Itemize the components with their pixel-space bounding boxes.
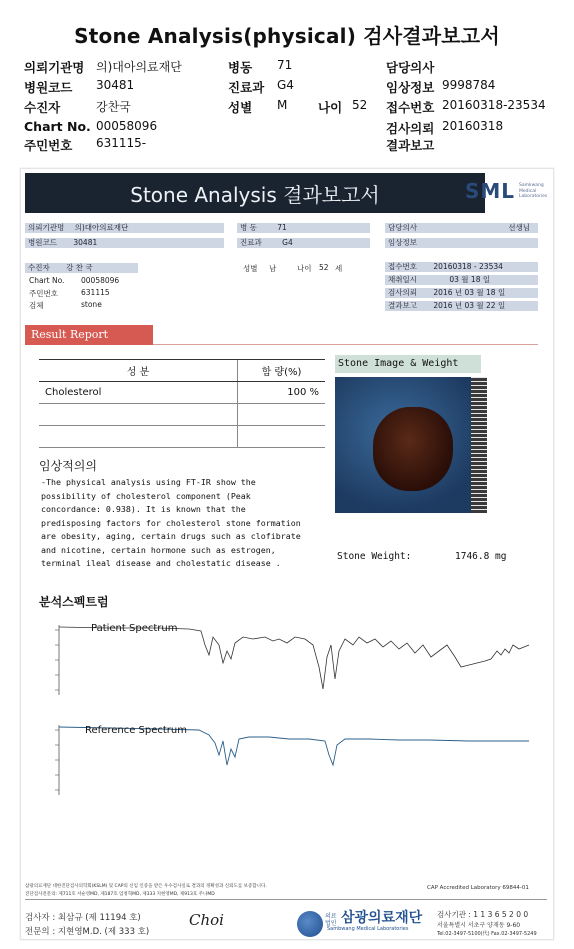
institution-number: 검사기관 : 1 1 3 6 5 2 0 0 <box>437 910 529 919</box>
header-label: 성별 <box>228 100 253 115</box>
table-row <box>39 426 325 448</box>
ward-label: 병 동 <box>240 223 257 232</box>
code-label: 병원코드 <box>28 238 57 247</box>
reference-spectrum-label: Reference Spectrum <box>85 725 187 736</box>
cap-accreditation: CAP Accredited Laboratory 69844-01 <box>427 885 529 891</box>
header-label: 진료과 <box>228 80 265 95</box>
inst-label-cell <box>25 223 224 233</box>
request-cell <box>385 288 538 298</box>
patient-label: 수진자 <box>28 263 50 272</box>
header-value: 30481 <box>96 78 135 92</box>
org-contact: Tel.02-3497-5100(代) Fax.02-3497-5249 <box>437 931 537 937</box>
header-value: G4 <box>277 78 294 92</box>
col-component: 성 분 <box>39 360 238 382</box>
inst-label: 의뢰기관명 <box>28 223 65 232</box>
rrn-value: 631115 <box>81 288 110 297</box>
receipt-label: 접수번호 <box>388 262 417 271</box>
page-title: Stone Analysis(physical) 검사결과보고서 <box>74 24 500 48</box>
patient-spectrum-line <box>59 627 529 689</box>
sml-logo-sub: Samkwang Medical Laboratories <box>519 183 548 199</box>
org-logo-icon <box>297 911 323 937</box>
content-cell: 100 % <box>238 382 326 404</box>
report-title: Stone Analysis 결과보고서 <box>130 183 380 207</box>
interp-line: possibility of cholesterol component (Peak <box>41 490 251 501</box>
header-value: 의)대아의료재단 <box>96 60 182 74</box>
doctor-label: 담당의사 <box>388 223 417 232</box>
age-label: 나이 <box>297 264 312 273</box>
header-label: 접수번호 <box>386 100 435 115</box>
sex-label: 성별 <box>243 264 258 273</box>
header-label: 담당의사 <box>386 60 435 75</box>
header-label: 결과보고 <box>386 138 435 153</box>
specialist: 전문의 : 지현영M.D. (제 333 호) <box>25 927 150 937</box>
interp-line: and nicotine, certain hormone such as estrogen, <box>41 544 276 555</box>
interp-line: terminal ileal disease and cholestatic disease . <box>41 558 281 568</box>
header-label: 병동 <box>228 60 253 75</box>
header-value: 71 <box>277 58 293 72</box>
signature: Choi <box>189 911 224 929</box>
patient-cell <box>25 263 138 273</box>
collect-label: 채취일시 <box>388 275 417 284</box>
stone-image <box>335 377 487 513</box>
header-value: 강찬국 <box>96 100 131 114</box>
patient-value: 강 찬 국 <box>66 263 93 272</box>
header-value: M <box>277 98 288 112</box>
header-value: 00058096 <box>96 119 158 133</box>
inst-value: 의)대아의료재단 <box>74 223 129 232</box>
specimen-value: stone <box>81 300 102 309</box>
header-label: 임상정보 <box>386 80 435 95</box>
age-value: 52 <box>319 263 329 272</box>
patient-spectrum-axis <box>55 625 59 695</box>
report-banner <box>25 173 485 213</box>
patient-spectrum-label: Patient Spectrum <box>91 623 178 634</box>
footer-note2: 진단검사전문의: 제711호 서순영MD, 제187호 엄정혁MD, 제333 지현영MD, 제913호 주나MD <box>25 892 215 897</box>
reference-spectrum-axis <box>55 725 59 795</box>
content-cell <box>238 404 326 426</box>
component-cell <box>39 404 238 426</box>
header-label: 수진자 <box>24 100 61 115</box>
code-label-cell <box>25 238 224 248</box>
content-cell <box>238 426 326 448</box>
org-name-en: Sambwang Medical Laboratories <box>327 926 409 932</box>
table-row <box>39 404 325 426</box>
header-value: 9998784 <box>442 78 496 92</box>
stone-weight-value: 1746.8 mg <box>455 551 507 562</box>
interp-line: concordance: 0.938). It is known that the <box>41 504 246 514</box>
tester: 검사자 : 최삼규 (제 11194 호) <box>25 913 141 923</box>
header-label: 병원코드 <box>24 80 73 95</box>
sml-logo: SML <box>465 179 516 203</box>
stone-weight-label: Stone Weight: <box>337 551 412 562</box>
clinical-cell <box>385 238 538 248</box>
header-value: 20160318 <box>442 119 504 133</box>
dept-value: G4 <box>282 238 293 247</box>
table-row <box>39 382 325 404</box>
dept-cell <box>237 238 370 248</box>
org-name: 삼광의료재단 <box>341 910 423 926</box>
interp-text <box>41 476 326 571</box>
header-label: Chart No. <box>24 119 91 134</box>
interp-line: predisposing factors for cholesterol stone formation <box>41 517 301 528</box>
clinical-label: 임상정보 <box>388 238 417 247</box>
header-value: 52 <box>352 98 368 112</box>
ward-value: 71 <box>277 223 287 232</box>
result-value: 2016 년 03 월 22 일 <box>433 301 506 310</box>
component-table <box>39 359 325 448</box>
component-cell: Cholesterol <box>39 382 238 404</box>
specimen-label: 검체 <box>29 301 44 310</box>
spectrum-title: 분석스펙트럼 <box>39 595 109 609</box>
stone-photo <box>373 407 453 491</box>
doctor-cell <box>385 223 538 233</box>
interp-line: are obesity, aging, certain drugs such as clofibrate <box>41 531 301 541</box>
footer-divider <box>25 899 547 900</box>
age-unit: 세 <box>335 264 343 273</box>
receipt-value: 20160318 - 23534 <box>433 262 503 271</box>
sex-value: 남 <box>269 264 277 273</box>
dept-label: 진료과 <box>240 238 262 247</box>
chart-label: Chart No. <box>29 276 65 285</box>
request-value: 2016 년 03 월 18 일 <box>433 288 506 297</box>
ruler-scale <box>471 377 487 513</box>
receipt-cell <box>385 262 538 272</box>
collect-value: 03 월 18 일 <box>449 275 491 284</box>
doctor-value: 선생님 <box>508 223 530 232</box>
result-report-label: Result Report <box>25 325 153 345</box>
result-cell <box>385 301 538 311</box>
interp-line: -The physical analysis using FT-IR show the <box>41 477 256 487</box>
header-label: 주민번호 <box>24 138 73 153</box>
rrn-label: 주민번호 <box>29 289 58 298</box>
header-label: 나이 <box>318 100 343 115</box>
result-label: 결과보고 <box>388 301 417 310</box>
request-label: 검사의뢰 <box>388 288 417 297</box>
header-label: 검사의뢰 <box>386 121 435 136</box>
stone-image-label: Stone Image & Weight <box>335 355 481 373</box>
component-cell <box>39 426 238 448</box>
header-value: 20160318-23534 <box>442 98 546 112</box>
table-header-row <box>39 360 325 382</box>
header-label: 의뢰기관명 <box>24 60 85 75</box>
code-value: 30481 <box>73 238 98 247</box>
col-content: 함 량(%) <box>238 360 326 382</box>
collect-cell <box>385 275 538 285</box>
interp-title: 임상적의의 <box>39 459 97 473</box>
result-divider <box>153 344 538 345</box>
ward-cell <box>237 223 370 233</box>
chart-value: 00058096 <box>81 276 120 285</box>
org-prefix: 의료법인 <box>325 913 337 927</box>
org-address: 서울특별시 서초구 양재동 9-60 <box>437 922 521 929</box>
footer-note1: 삼광의료재단 대한진단검사의학회(KSLM) 및 CAP의 신임 인증을 받은 우수검사실로 결과의 정확성과 신뢰도를 보증합니다. <box>25 884 267 889</box>
header-value: 631115- <box>96 136 147 150</box>
report-sheet <box>20 168 554 940</box>
